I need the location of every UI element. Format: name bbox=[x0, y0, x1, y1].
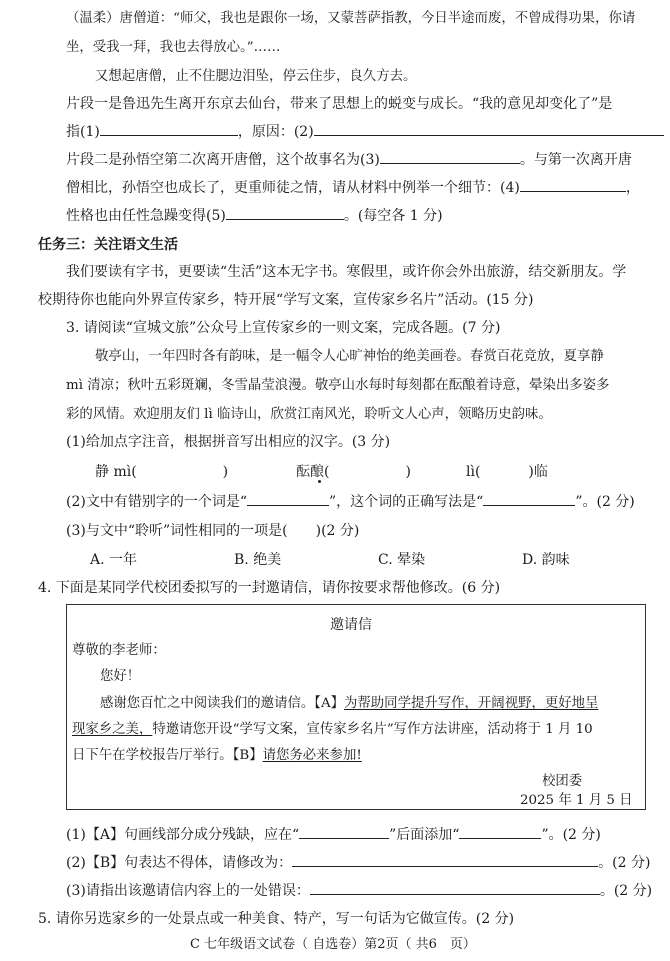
sub-question bbox=[66, 852, 650, 874]
label: (2)文中有错别字的一个词是“ bbox=[66, 494, 247, 510]
letter-body-line bbox=[72, 719, 593, 741]
answer-blank[interactable] bbox=[459, 824, 541, 839]
label: 。(每空各 1 分) bbox=[343, 208, 443, 224]
answer-blank-5[interactable] bbox=[226, 205, 344, 220]
label: 指(1) bbox=[66, 124, 100, 140]
label: ”后面添加“ bbox=[389, 827, 460, 843]
task2-line bbox=[66, 177, 640, 199]
answer-blank[interactable] bbox=[483, 491, 575, 506]
label: 日下午在学校报告厅举行。【B】 bbox=[72, 748, 263, 763]
letter-signature: 校团委 bbox=[542, 774, 583, 789]
option-a[interactable]: A. 一年 bbox=[90, 552, 138, 568]
letter-title: 邀请信 bbox=[330, 617, 372, 633]
intro-line: 我们要读有字书，更要读“生活”这本无字书。寒假里，或许你会外出旅游，结交新朋友。学 bbox=[66, 264, 627, 280]
underlined-sentence-a: 为帮助同学提升写作，开阔视野，更好地呈 bbox=[344, 696, 599, 711]
pinyin-item-2 bbox=[296, 461, 411, 483]
label: (3)请指出该邀请信内容上的一处错误： bbox=[66, 883, 310, 899]
page-footer: C 七年级语文试卷（ 自选卷）第2页（ 共6 页） bbox=[190, 937, 476, 952]
section-title: 任务三：关注语文生活 bbox=[38, 237, 178, 253]
label: ，原因：(2) bbox=[237, 124, 314, 140]
label: (2)【B】句表达不得体，请修改为： bbox=[66, 855, 293, 871]
question-stem: 4. 下面是某同学代校团委拟写的一封邀请信，请你按要求帮他修改。(6 分) bbox=[38, 580, 501, 596]
label: lì( bbox=[466, 464, 481, 480]
label: 特邀请您开设“学写文案，宣传家乡名片”写作方法讲座，活动将于 1 月 10 bbox=[152, 722, 593, 737]
dotted-char: 酿( bbox=[310, 464, 330, 480]
label: 静 mì( bbox=[95, 464, 137, 480]
task2-line: 片段一是鲁迅先生离开东京去仙台，带来了思想上的蜕变与成长。“我的意见却变化了”是 bbox=[66, 96, 613, 112]
label: 片段二是孙悟空第二次离开唐僧，这个故事名为(3) bbox=[66, 152, 380, 168]
label: (1)【A】句画线部分成分残缺，应在“ bbox=[66, 827, 300, 843]
answer-blank[interactable] bbox=[299, 824, 389, 839]
answer-blank-3[interactable] bbox=[380, 149, 520, 164]
ad-text-line: 彩的风情。欢迎朋友们 lì 临诗山，欣赏江南风光，聆听文人心声，领略历史韵味。 bbox=[66, 407, 552, 422]
label: )临 bbox=[528, 464, 548, 480]
label: ) bbox=[405, 464, 411, 480]
intro-line: 校期待你也能向外界宣传家乡，特开展“学写文案，宣传家乡名片”活动。(15 分) bbox=[38, 292, 534, 308]
task2-line bbox=[66, 205, 443, 227]
label: 酝 bbox=[296, 464, 310, 480]
letter-greeting: 您好！ bbox=[100, 669, 141, 684]
underlined-sentence-a: 现家乡之美， bbox=[72, 722, 153, 737]
sub-question bbox=[66, 491, 635, 513]
sub-question bbox=[66, 880, 652, 902]
task2-line bbox=[66, 149, 632, 171]
label: 感谢您百忙之中阅读我们的邀请信。【A】 bbox=[100, 696, 345, 711]
label: 。(2 分) bbox=[599, 883, 653, 899]
sub-question: (1)给加点字注音，根据拼音写出相应的汉字。(3 分) bbox=[66, 434, 391, 450]
passage-line: 坐，受我一拜，我也去得放心。”…… bbox=[66, 40, 281, 55]
question-stem: 3. 请阅读“宣城文旅”公众号上宣传家乡的一则文案，完成各题。(7 分) bbox=[66, 320, 501, 336]
sub-question bbox=[66, 824, 601, 846]
passage-line: （温柔）唐僧道：“师父，我也是跟你一场，又蒙菩萨指教，今日半途而废，不曾成得功果，你请 bbox=[66, 11, 636, 26]
sub-question: (3)与文中“聆听”词性相同的一项是( )(2 分) bbox=[66, 523, 360, 539]
answer-blank-2[interactable] bbox=[314, 121, 664, 136]
option-c[interactable]: C. 晕染 bbox=[378, 552, 426, 568]
answer-blank[interactable] bbox=[247, 491, 329, 506]
label: ”，这个词的正确写法是“ bbox=[329, 494, 484, 510]
underlined-sentence-b: 请您务必来参加! bbox=[262, 748, 362, 763]
letter-date: 2025 年 1 月 5 日 bbox=[520, 793, 633, 808]
label: 僧相比，孙悟空也成长了，更重师徒之情，请从材料中例举一个细节：(4) bbox=[66, 180, 520, 196]
answer-blank[interactable] bbox=[310, 880, 600, 895]
answer-blank-1[interactable] bbox=[100, 121, 238, 136]
label: ”。(2 分) bbox=[541, 827, 601, 843]
pinyin-item-3 bbox=[466, 461, 548, 483]
letter-body-line bbox=[100, 693, 598, 715]
label: 。(2 分) bbox=[598, 855, 651, 871]
letter-salutation: 尊敬的李老师： bbox=[72, 643, 166, 658]
label: ， bbox=[625, 180, 640, 196]
pinyin-item-1 bbox=[95, 461, 228, 483]
answer-blank[interactable] bbox=[292, 852, 598, 867]
letter-body-line bbox=[72, 745, 362, 767]
question-stem: 5. 请你另选家乡的一处景点或一种美食、特产，写一句话为它做宣传。(2 分) bbox=[38, 911, 515, 927]
passage-line: 又想起唐僧，止不住腮边泪坠，停云住步，良久方去。 bbox=[95, 69, 417, 84]
ad-text-line: 敬亭山，一年四时各有韵味，是一幅令人心旷神怡的绝美画卷。春赏百花竞放，夏享静 bbox=[95, 349, 604, 364]
option-b[interactable]: B. 绝美 bbox=[234, 552, 282, 568]
label: 。与第一次离开唐 bbox=[519, 152, 632, 168]
task2-line bbox=[66, 121, 664, 143]
ad-text-line: mì 清凉；秋叶五彩斑斓，冬雪晶莹浪漫。敬亭山水每时每刻都在酝酿着诗意，晕染出多姿多 bbox=[66, 378, 610, 393]
option-d[interactable]: D. 韵味 bbox=[522, 552, 570, 568]
label: ”。(2 分) bbox=[575, 494, 635, 510]
label: ) bbox=[222, 464, 229, 480]
label: 性格也由任性急躁变得(5) bbox=[66, 208, 226, 224]
answer-blank-4[interactable] bbox=[520, 177, 626, 192]
